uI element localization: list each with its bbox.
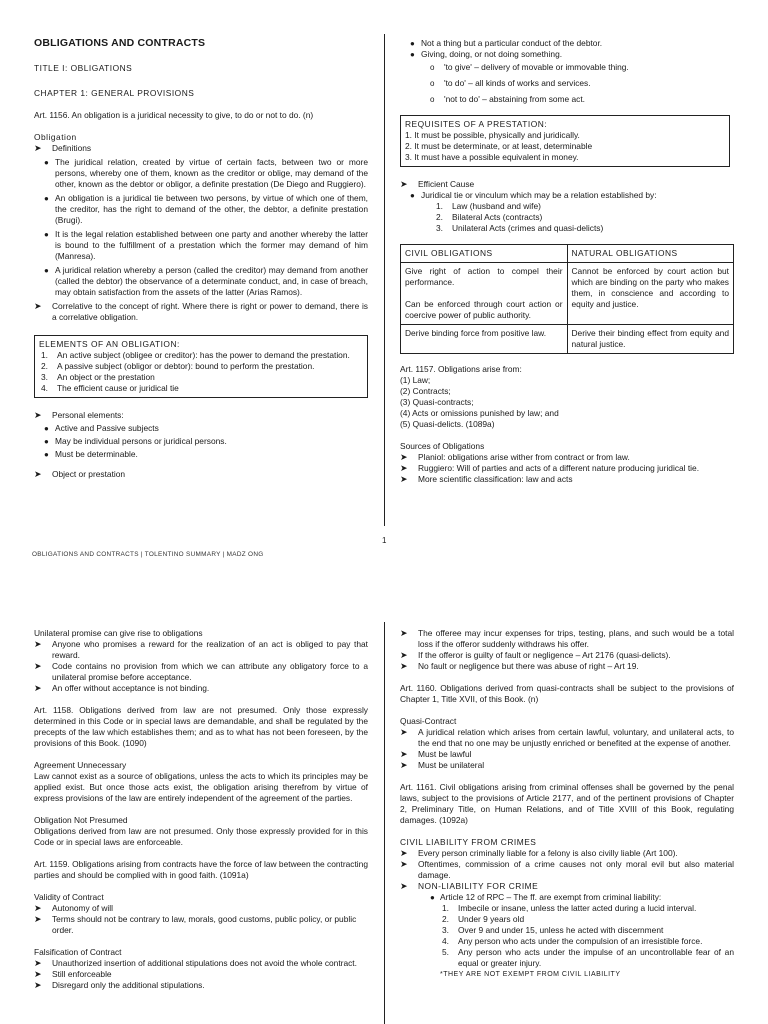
- article-1158: Art. 1158. Obligations derived from law are not presumed. Only those expressly determined in this Code or in special laws are demandable, and shall be regulated by the precepts of the law which establishes them; and as to what has not been foreseen, by the provisions of this Book. (1090): [34, 705, 368, 748]
- circle-bullet-icon: o: [430, 95, 435, 104]
- bullet-icon: ●: [430, 893, 435, 902]
- list-item: ➤ An offer without acceptance is not binding.: [34, 683, 210, 693]
- list-item: ➤ Disregard only the additional stipulations.: [34, 980, 205, 990]
- arrow-bullet-icon: ➤: [34, 903, 42, 913]
- table-header-row: [401, 245, 734, 263]
- arrow-bullet-icon: ➤: [400, 661, 408, 671]
- list-item: ➤ Must be unilateral: [400, 760, 485, 770]
- list-item: ➤ Anyone who promises a reward for the realization of an act is obliged to pay that reward.: [34, 639, 368, 660]
- bullet-icon: ●: [410, 50, 415, 59]
- arrow-bullet-icon: ➤: [400, 848, 408, 858]
- list-item: ● May be individual persons or juridical persons.: [44, 436, 227, 446]
- list-item: 3. It must have a possible equivalent in money.: [405, 152, 579, 162]
- page1-left-column: [34, 38, 368, 480]
- arrow-bullet-icon: ➤: [400, 859, 408, 869]
- list-item: 3. An object or the prestation: [41, 372, 155, 382]
- arrow-bullet-icon: ➤: [34, 969, 42, 979]
- document-page-2: [0, 618, 768, 1024]
- circle-bullet-icon: o: [430, 63, 435, 72]
- arrow-bullet-icon: ➤: [34, 683, 42, 693]
- list-item: ➤ No fault or negligence but there was abuse of right – Art 19.: [400, 661, 639, 671]
- definitions-list: [34, 157, 368, 298]
- list-item: 3. Unilateral Acts (crimes and quasi-delicts): [436, 223, 604, 233]
- personal-elements-item: ➤ Personal elements:: [34, 410, 124, 420]
- arrow-bullet-icon: ➤: [400, 749, 408, 759]
- efficient-cause-item: ➤ Efficient Cause: [400, 179, 475, 189]
- arrow-bullet-icon: ➤: [34, 980, 42, 990]
- article-12-numbered: [400, 903, 734, 980]
- list-item: (1) Law;: [400, 375, 431, 385]
- list-item: ● It is the legal relation established between one party and another whereby the latter is bound to the fulfillment of a prestation which the former may demand of him (Manresa).: [44, 229, 368, 261]
- list-item: ● Active and Passive subjects: [44, 423, 159, 433]
- list-item: (4) Acts or omissions punished by law; and: [400, 408, 559, 418]
- table-cell: Give right of action to compel their performance. Can be enforced through court action or coercive power of public authority.: [401, 263, 568, 325]
- article-1161: Art. 1161. Civil obligations arising from criminal offenses shall be governed by the penal laws, subject to the provisions of Article 2177, and of the pertinent provisions of Chapter 2, Preliminary Title, on Human Relations, and of Title XVIII of this Book, regulating damages. (1092a): [400, 782, 734, 825]
- requisites-box: [400, 115, 730, 167]
- arrow-bullet-icon: ➤: [34, 301, 42, 311]
- page-gap: [0, 578, 768, 618]
- bullet-icon: ●: [410, 39, 415, 48]
- table-row: [401, 263, 734, 325]
- arrow-bullet-icon: ➤: [34, 661, 42, 671]
- list-item: 5. Any person who acts under the impulse of an uncontrollable fear of an equal or greater injury.: [442, 947, 734, 968]
- table-header-cell: CIVIL OBLIGATIONS: [401, 245, 568, 263]
- list-item: ➤ Still enforceable: [34, 969, 112, 979]
- list-item: ● Giving, doing, or not doing something.: [410, 49, 563, 59]
- list-item: o 'to give' – delivery of movable or immovable thing.: [430, 62, 629, 72]
- obligation-heading: Obligation: [34, 132, 77, 142]
- agreement-heading: Agreement Unnecessary: [34, 760, 127, 770]
- agreement-text: Law cannot exist as a source of obligations, unless the acts to which its principles may be applied exist. But once those acts exist, the obligation arising therefrom by virtue of express provisions of the law are entirely independent of the agreement of the parties.: [34, 771, 368, 803]
- list-item: ➤ Ruggiero: Will of parties and acts of a different nature producing juridical tie.: [400, 463, 700, 473]
- article-1160: Art. 1160. Obligations derived from quasi-contracts shall be subject to the provisions of Chapter 1, Title XVII, of this Book. (n): [400, 683, 734, 704]
- falsification-heading: Falsification of Contract: [34, 947, 122, 957]
- column-divider: [384, 34, 385, 526]
- table-cell: Derive their binding effect from equity and natural justice.: [567, 325, 734, 354]
- article-1156: Art. 1156. An obligation is a juridical necessity to give, to do or not to do. (n): [34, 110, 314, 120]
- table-cell: Cannot be enforced by court action but which are binding on the party who makes them, in conscience and according to equity and justice.: [567, 263, 734, 325]
- bullet-icon: ●: [410, 191, 415, 200]
- list-item: (2) Contracts;: [400, 386, 451, 396]
- arrow-bullet-icon: ➤: [400, 760, 408, 770]
- list-item: ➤ Autonomy of will: [34, 903, 113, 913]
- list-item: 3. Over 9 and under 15, unless he acted with discernment: [442, 925, 664, 935]
- arrow-bullet-icon: ➤: [400, 727, 408, 737]
- list-item: 4. Any person who acts under the compulsion of an irresistible force.: [442, 936, 703, 946]
- not-presumed-heading: Obligation Not Presumed: [34, 815, 128, 825]
- efficient-cause-numbered: [400, 201, 734, 234]
- article-1157: Art. 1157. Obligations arise from:: [400, 364, 522, 374]
- page2-left-column: [34, 628, 368, 991]
- requisites-title: REQUISITES OF A PRESTATION:: [405, 119, 548, 129]
- list-item: 1. An active subject (obligee or creditor): has the power to demand the prestation.: [41, 350, 350, 360]
- arrow-bullet-icon: ➤: [34, 639, 42, 649]
- table-cell: Derive binding force from positive law.: [401, 325, 568, 354]
- arrow-bullet-icon: ➤: [400, 463, 408, 473]
- list-item: (3) Quasi-contracts;: [400, 397, 474, 407]
- list-item: ● A juridical relation whereby a person (called the creditor) may demand from another (called the debtor) the observance of a determinate conduct, and, in case of breach, may obtain satisfaction from the assets of the latter (Arias Ramos).: [44, 265, 368, 297]
- exemption-note: *THEY ARE NOT EXEMPT FROM CIVIL LIABILITY: [440, 971, 621, 978]
- list-item: ➤ Must be lawful: [400, 749, 472, 759]
- list-item: 2. A passive subject (obligor or debtor): bound to perform the prestation.: [41, 361, 315, 371]
- title-heading: TITLE I: OBLIGATIONS: [34, 63, 133, 73]
- list-item: ➤ Every person criminally liable for a felony is also civilly liable (Art 100).: [400, 848, 678, 858]
- arrow-bullet-icon: ➤: [34, 143, 42, 153]
- list-item: ➤ Code contains no provision from which we can attribute any obligatory force to a unilateral promise before acceptance.: [34, 661, 368, 682]
- prestation-list: [400, 38, 734, 60]
- elements-title: ELEMENTS OF AN OBLIGATION:: [39, 339, 180, 349]
- arrow-bullet-icon: ➤: [400, 474, 408, 484]
- elements-box: [34, 335, 368, 398]
- arrow-bullet-icon: ➤: [34, 914, 42, 924]
- list-item: 2. Under 9 years old: [442, 914, 525, 924]
- list-item: ➤ Terms should not be contrary to law, morals, good customs, public policy, or public order.: [34, 914, 357, 935]
- list-item: ● The juridical relation, created by virtue of certain facts, between two or more persons, whereby one of them, known as the creditor or oblige, may demand of the other, known as the debtor or obligor, a definite prestation (De Diego and Ruggiero).: [44, 157, 368, 189]
- unilateral-heading: Unilateral promise can give rise to obligations: [34, 628, 203, 638]
- list-item: 4. The efficient cause or juridical tie: [41, 383, 179, 393]
- list-item: 1. Law (husband and wife): [436, 201, 541, 211]
- bullet-icon: ●: [44, 424, 49, 433]
- list-item: ➤ A juridical relation which arises from certain lawful, voluntary, and unilateral acts, to the end that no one may be unjustly enriched or benefited at the expense of another.: [400, 727, 734, 748]
- arrow-bullet-icon: ➤: [34, 958, 42, 968]
- bullet-icon: ●: [44, 450, 49, 459]
- list-item: ➤ NON-LIABILITY FOR CRIME: [400, 881, 539, 891]
- bullet-icon: ●: [44, 266, 49, 275]
- chapter-heading: CHAPTER 1: GENERAL PROVISIONS: [34, 88, 195, 98]
- comparison-table: [400, 244, 734, 354]
- article-1159: Art. 1159. Obligations arising from contracts have the force of law between the contracting parties and should be complied with in good faith. (1091a): [34, 859, 368, 880]
- list-item: ● An obligation is a juridical tie between two persons, by virtue of which one of them, the creditor, has the right to demand of the other, the debtor, a definite prestation (Brugi).: [44, 193, 368, 225]
- list-item: ● Must be determinable.: [44, 449, 138, 459]
- efficient-cause-list: [400, 190, 734, 201]
- table-row: [401, 325, 734, 354]
- list-item: ➤ The offeree may incur expenses for trips, testing, plans, and such would be a total loss if the offeror suddenly withdraws his offer.: [400, 628, 734, 649]
- table-header-cell: NATURAL OBLIGATIONS: [567, 245, 734, 263]
- arrow-bullet-icon: ➤: [400, 179, 408, 189]
- list-item: 1. Imbecile or insane, unless the latter acted during a lucid interval.: [442, 903, 697, 913]
- list-item: 2. Bilateral Acts (contracts): [436, 212, 543, 222]
- list-item: ➤ Unauthorized insertion of additional stipulations does not avoid the whole contract.: [34, 958, 357, 968]
- correlative-item: ➤ Correlative to the concept of right. Where there is right or power to demand, there is a correlative obligation.: [34, 301, 368, 322]
- civil-liability-heading: CIVIL LIABILITY FROM CRIMES: [400, 837, 537, 847]
- circle-bullet-icon: o: [430, 79, 435, 88]
- list-item: (5) Quasi-delicts. (1089a): [400, 419, 495, 429]
- arrow-bullet-icon: ➤: [400, 628, 408, 638]
- list-item: ➤ Oftentimes, commission of a crime causes not only moral evil but also material damage.: [400, 859, 734, 880]
- bullet-icon: ●: [44, 437, 49, 446]
- list-item: ● Article 12 of RPC – The ff. are exempt from criminal liability:: [430, 892, 662, 902]
- arrow-bullet-icon: ➤: [400, 881, 409, 891]
- page1-right-column: [400, 38, 734, 485]
- quasi-contract-heading: Quasi-Contract: [400, 716, 457, 726]
- personal-elements-list: [34, 423, 368, 460]
- object-prestation-item: ➤ Object or prestation: [34, 469, 126, 479]
- article-12-list: [400, 892, 734, 903]
- arrow-bullet-icon: ➤: [34, 410, 42, 420]
- prestation-sublist: [400, 62, 734, 105]
- list-item: ➤ Planiol: obligations arise wither from contract or from law.: [400, 452, 630, 462]
- list-item: ● Not a thing but a particular conduct of the debtor.: [410, 38, 603, 48]
- bullet-icon: ●: [44, 230, 49, 239]
- definitions-item: ➤ Definitions: [34, 143, 92, 153]
- validity-heading: Validity of Contract: [34, 892, 104, 902]
- document-title: OBLIGATIONS AND CONTRACTS: [34, 37, 206, 49]
- sources-heading: Sources of Obligations: [400, 441, 485, 451]
- list-item: o 'not to do' – abstaining from some act.: [430, 94, 585, 104]
- page-number: 1: [382, 536, 387, 545]
- arrow-bullet-icon: ➤: [34, 469, 42, 479]
- arrow-bullet-icon: ➤: [400, 452, 408, 462]
- page-footer: OBLIGATIONS AND CONTRACTS | TOLENTINO SUMMARY | MADZ ONG: [32, 551, 264, 558]
- page2-right-column: [400, 628, 734, 980]
- list-item: ● Juridical tie or vinculum which may be a relation established by:: [410, 190, 657, 200]
- arrow-bullet-icon: ➤: [400, 650, 408, 660]
- bullet-icon: ●: [44, 158, 49, 167]
- column-divider: [384, 622, 385, 1024]
- list-item: ➤ More scientific classification: law and acts: [400, 474, 573, 484]
- list-item: 2. It must be determinate, or at least, determinable: [405, 141, 593, 151]
- bullet-icon: ●: [44, 194, 49, 203]
- list-item: ➤ If the offeror is guilty of fault or negligence – Art 2176 (quasi-delicts).: [400, 650, 671, 660]
- list-item: o 'to do' – all kinds of works and services.: [430, 78, 591, 88]
- not-presumed-text: Obligations derived from law are not presumed. Only those expressly provided for in this Code or in special laws are enforceable.: [34, 826, 368, 847]
- list-item: 1. It must be possible, physically and juridically.: [405, 130, 580, 140]
